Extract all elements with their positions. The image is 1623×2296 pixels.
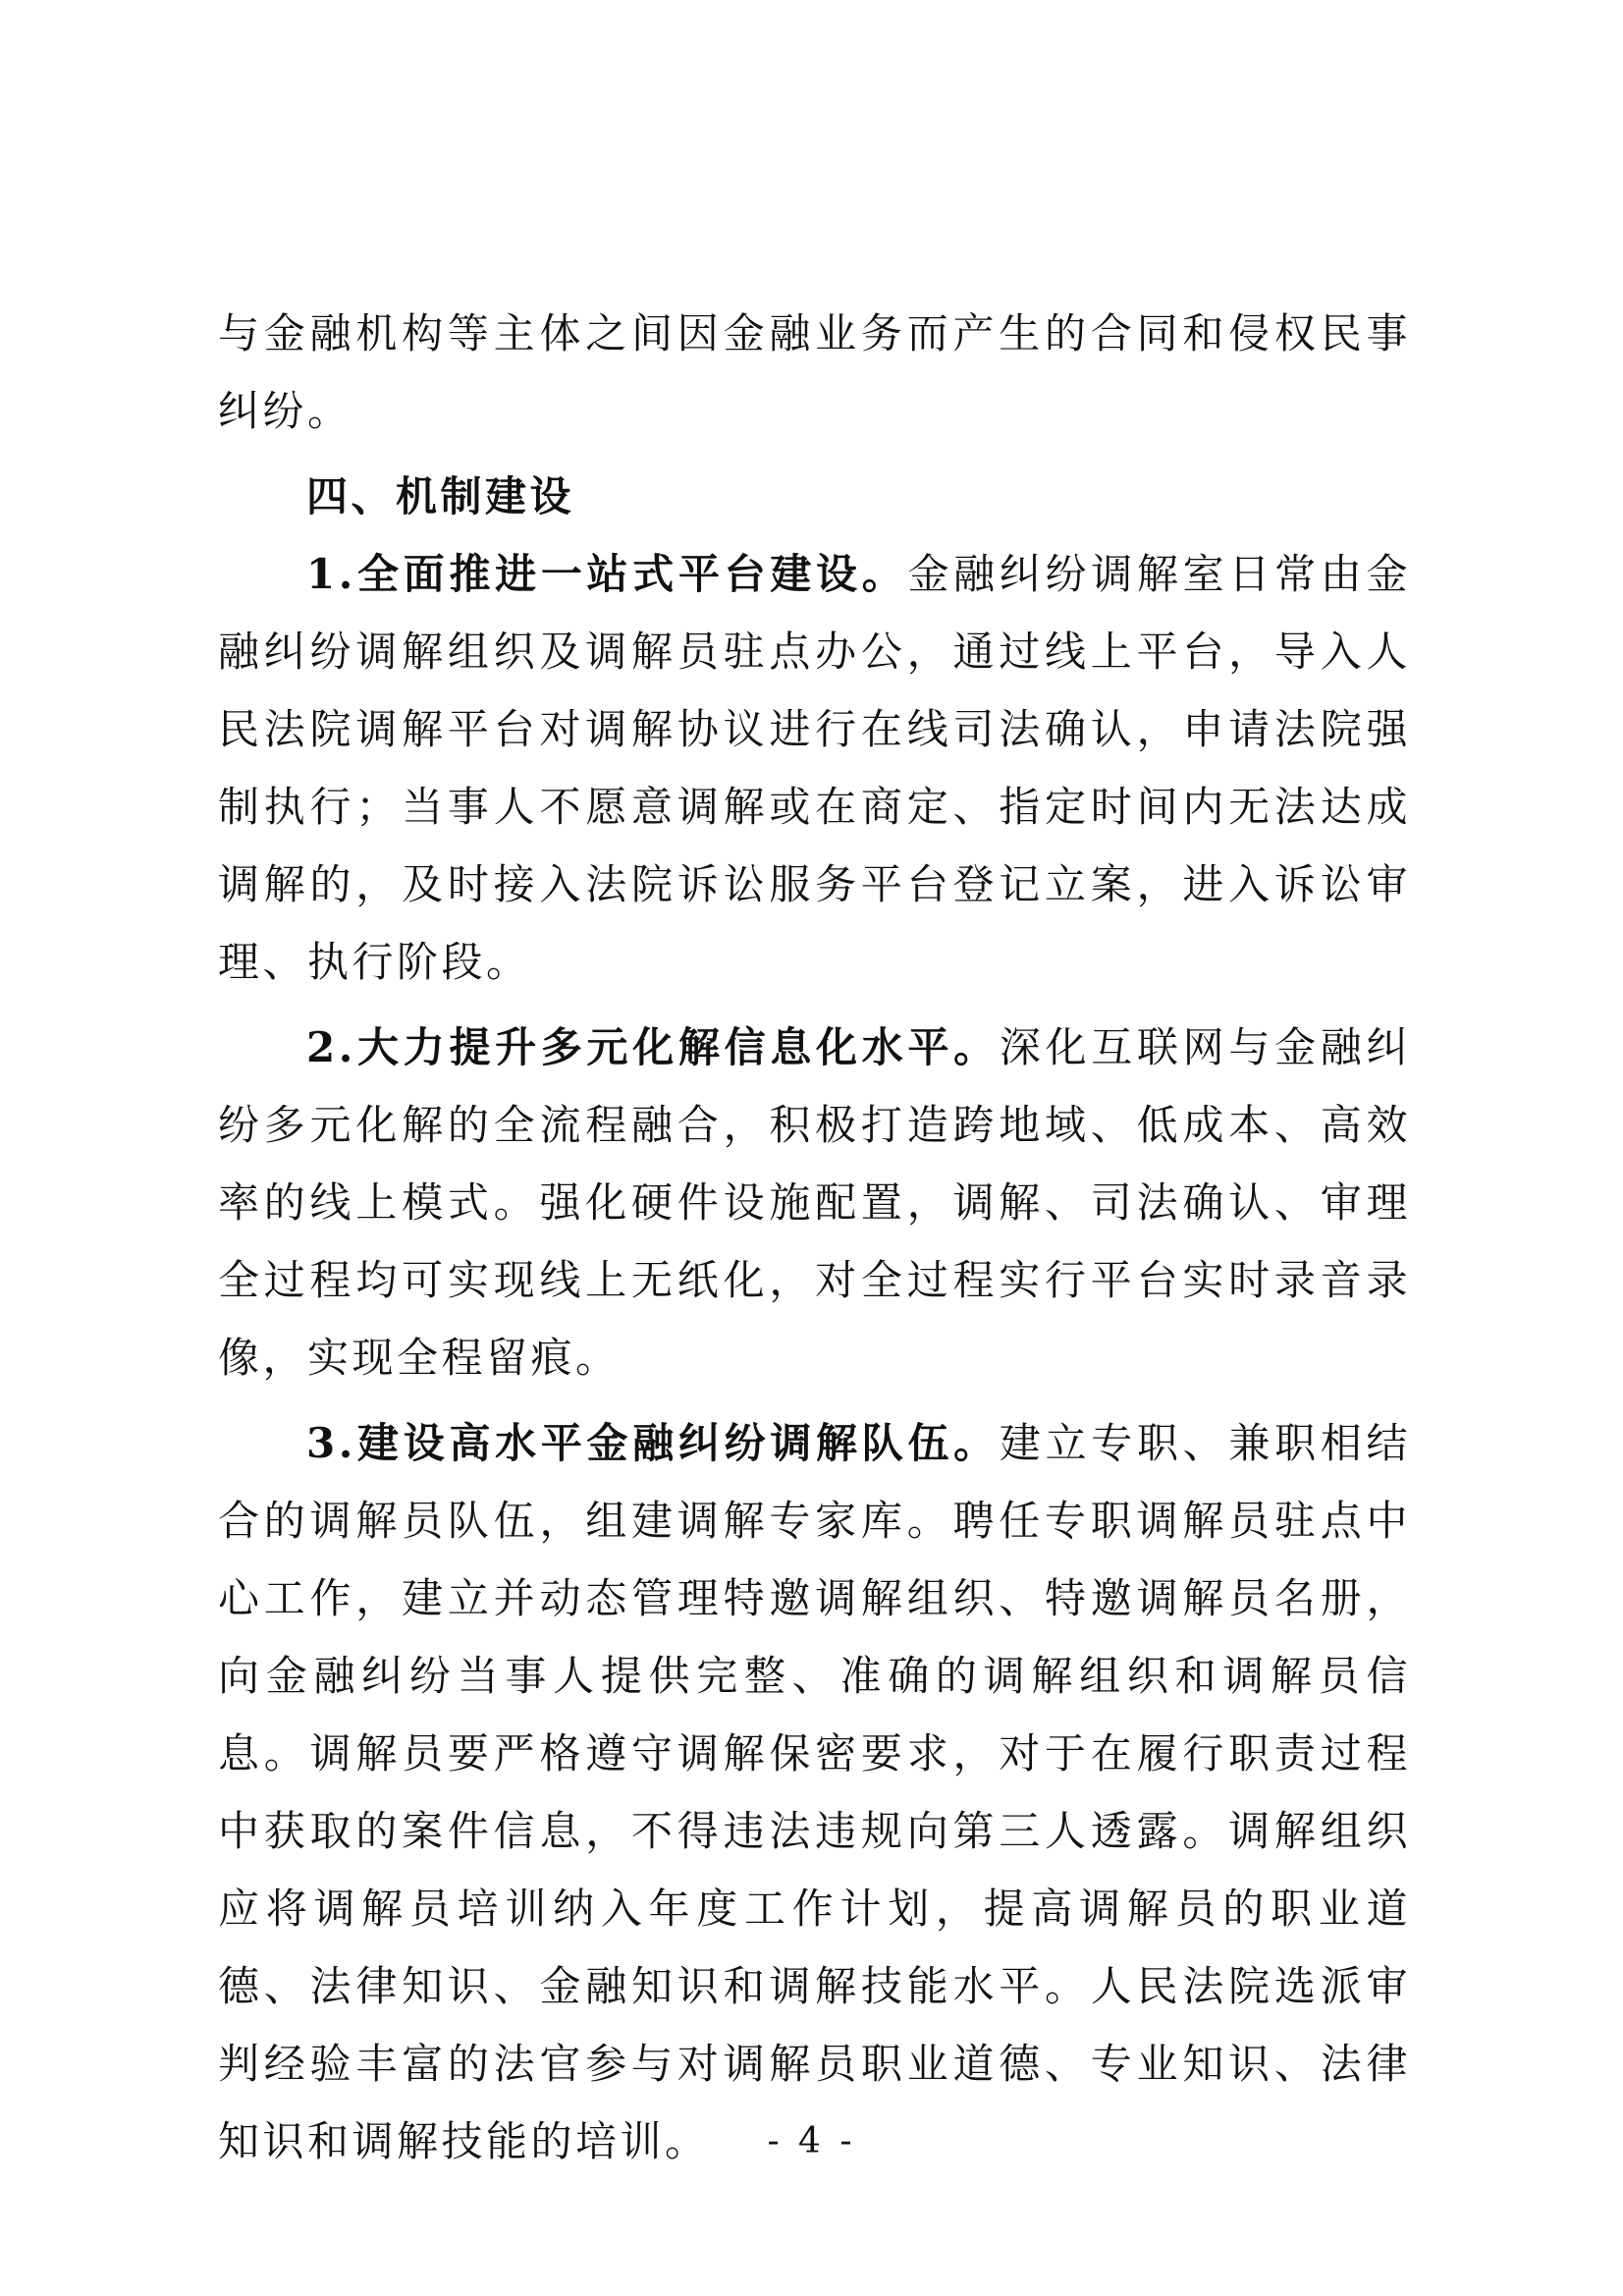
item-paragraph-1 <box>218 535 1411 1001</box>
item-lead-2: 2.大力提升多元化解信息化水平。 <box>306 1023 1000 1071</box>
spacer <box>218 1396 1411 1404</box>
item-paragraph-3 <box>218 1404 1411 2180</box>
item-body-3: 建立专职、兼职相结合的调解员队伍，组建调解专家库。聘任专职调解员驻点中心工作，建立并动态管理特邀调解组织、特邀调解员名册，向金融纠纷当事人提供完整、准确的调解组织和调解员信息。调解员要严格遵守调解保密要求，对于在履行职责过程中获取的案件信息，不得违法违规向第三人透露。调解组织应将调解员培训纳入年度工作计划，提高调解员的职业道德、法律知识、金融知识和调解技能水平。人民法院选派审判经验丰富的法官参与对调解员职业道德、专业知识、法律知识和调解技能的培训。 <box>218 1419 1411 2165</box>
item-paragraph-2 <box>218 1009 1411 1396</box>
spacer <box>218 450 1411 458</box>
page-number: - 4 - <box>767 2121 856 2161</box>
item-body-2: 深化互联网与金融纠纷多元化解的全流程融合，积极打造跨地域、低成本、高效率的线上模式。强化硬件设施配置，调解、司法确认、审理全过程均可实现线上无纸化，对全过程实行平台实时录音录像，实现全程留痕。 <box>218 1023 1411 1382</box>
item-lead-1: 1.全面推进一站式平台建设。 <box>306 550 908 598</box>
continuation-paragraph: 与金融机构等主体之间因金融业务而产生的合同和侵权民事纠纷。 <box>218 309 1411 435</box>
item-lead-3: 3.建设高水平金融纠纷调解队伍。 <box>306 1419 1000 1467</box>
spacer <box>218 1001 1411 1009</box>
item-body-1: 金融纠纷调解室日常由金融纠纷调解组织及调解员驻点办公，通过线上平台，导入人民法院调解平台对调解协议进行在线司法确认，申请法院强制执行；当事人不愿意调解或在商定、指定时间内无法达成调解的，及时接入法院诉讼服务平台登记立案，进入诉讼审理、执行阶段。 <box>218 550 1411 986</box>
section-heading: 四、机制建设 <box>306 472 575 520</box>
document-body <box>218 295 1411 2180</box>
